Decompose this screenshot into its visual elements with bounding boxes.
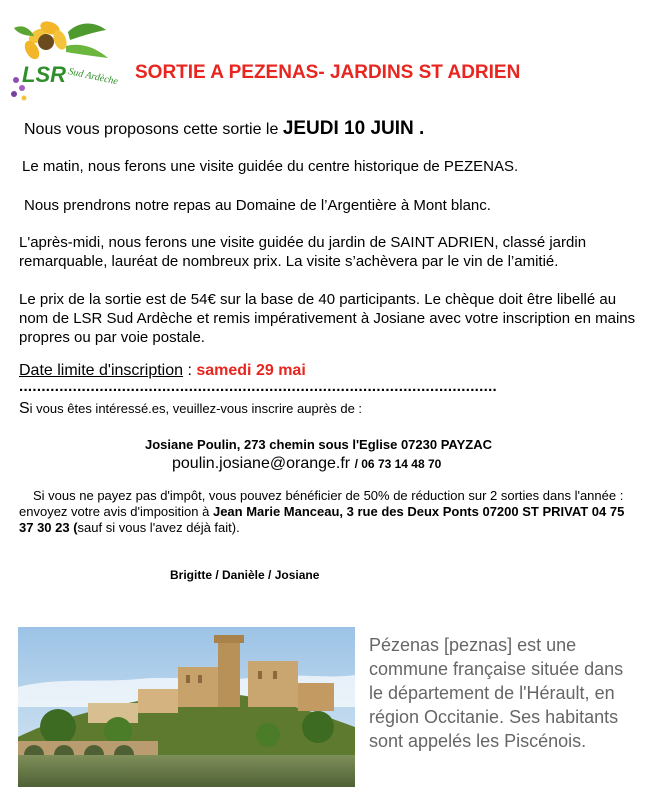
contact-address: Josiane Poulin, 273 chemin sous l'Eglise 07230 PAYZAC bbox=[145, 437, 493, 452]
event-date: JEUDI 10 JUIN . bbox=[282, 118, 425, 139]
intro-prefix: Nous vous proposons cette sortie le bbox=[24, 121, 283, 138]
contact-line bbox=[172, 455, 441, 473]
dotted-separator: ........................................................................................................... bbox=[19, 378, 498, 395]
price-paragraph: Le prix de la sortie est de 54€ sur la base de 40 participants. Le chèque doit être libellé au nom de LSR Sud Ardèche et remis impérativement à Josiane avec votre inscription en mains propres ou par voie postale. bbox=[19, 291, 636, 346]
interest-line bbox=[19, 400, 362, 418]
tax-text-2: sauf si vous l'avez déjà fait). bbox=[77, 520, 240, 535]
deadline-date: samedi 29 mai bbox=[196, 362, 306, 379]
afternoon-paragraph: L'après-midi, nous ferons une visite guidée du jardin de SAINT ADRIEN, classé jardin remarquable, lauréat de nombreux prix. La visite s’achèvera par le vin de l’amitié. bbox=[19, 234, 587, 270]
flower-icon bbox=[11, 19, 108, 101]
morning-paragraph: Le matin, nous ferons une visite guidée du centre historique de PEZENAS. bbox=[22, 158, 519, 175]
interest-first-letter: S bbox=[19, 400, 30, 417]
lunch-paragraph: Nous prendrons notre repas au Domaine de l’Argentière à Mont blanc. bbox=[24, 197, 491, 214]
contact-phone: / 06 73 14 48 70 bbox=[354, 457, 442, 471]
deadline-label: Date limite d'inscription bbox=[19, 362, 184, 379]
lsr-logo bbox=[8, 10, 120, 105]
town-photo bbox=[18, 627, 355, 787]
tax-text-1: Si vous ne payez pas d'impôt, vous pouvez bénéficier de 50% de réduction sur 2 sorties dans l'année : envoyez votre avis d'imposition à bbox=[19, 488, 624, 519]
interest-text: i vous êtes intéressé.es, veuillez-vous inscrire auprès de : bbox=[29, 401, 363, 416]
logo-text: LSR bbox=[22, 62, 66, 87]
signers: Brigitte / Danièle / Josiane bbox=[170, 568, 320, 582]
page-title: SORTIE A PEZENAS- JARDINS ST ADRIEN bbox=[135, 62, 521, 83]
tax-paragraph bbox=[19, 488, 639, 536]
contact-email[interactable]: poulin.josiane@orange.fr bbox=[172, 455, 351, 472]
logo-subtext: Sud Ardèche bbox=[67, 66, 119, 88]
tax-contact: Jean Marie Manceau, 3 rue des Deux Ponts 07200 ST PRIVAT 04 75 37 30 23 ( bbox=[19, 504, 625, 535]
town-description: Pézenas [peznas] est une commune française située dans le département de l'Hérault, en région Occitanie. Ses habitants sont appelés les Piscénois. bbox=[369, 635, 624, 751]
deadline-separator: : bbox=[183, 362, 197, 379]
intro-line bbox=[24, 118, 424, 140]
